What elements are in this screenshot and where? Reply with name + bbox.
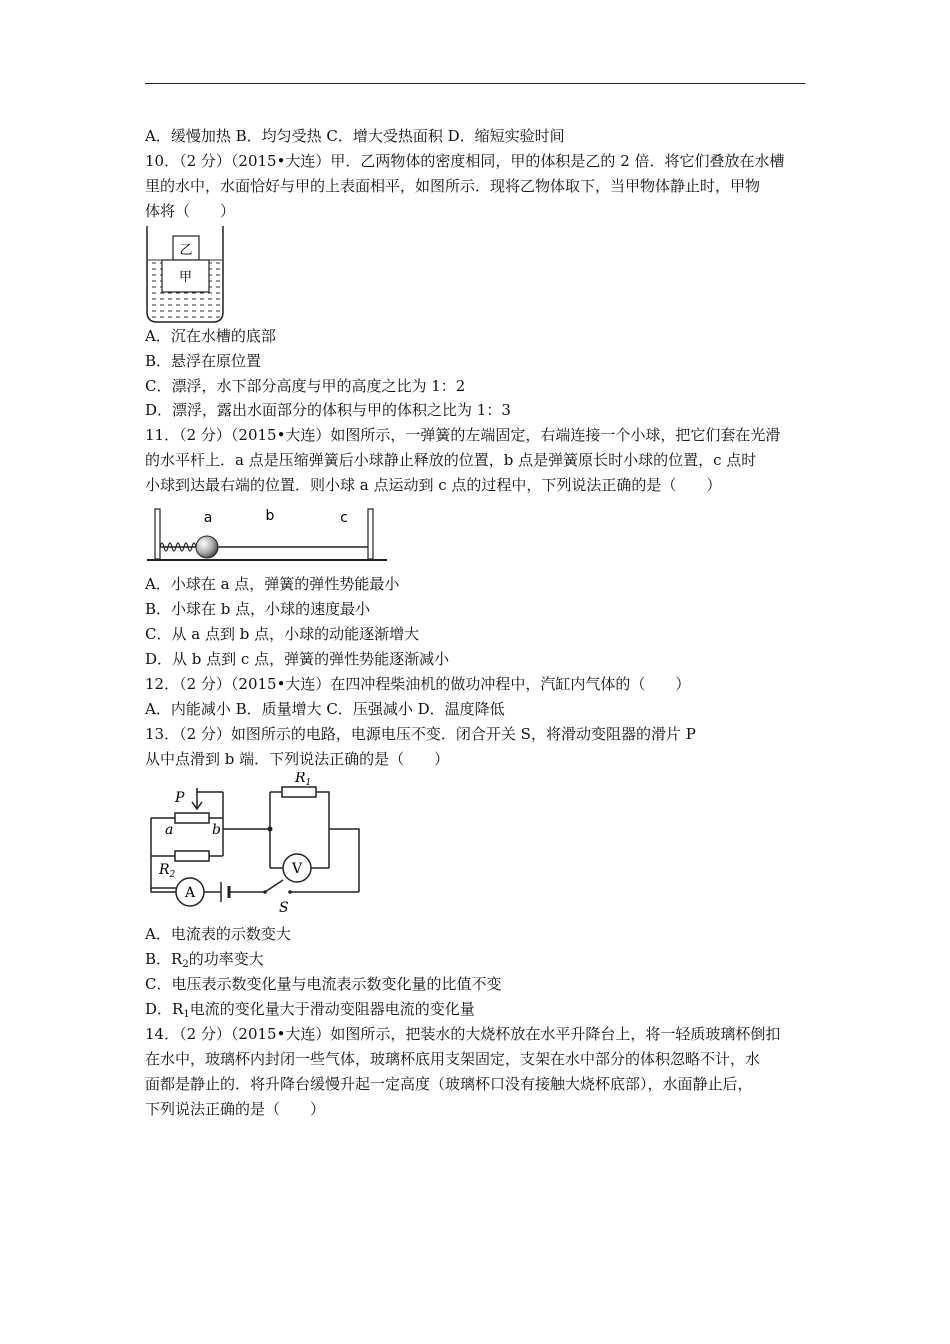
q10-option-a: A．沉在水槽的底部	[145, 327, 276, 345]
q11-spring-ball-figure	[145, 503, 390, 567]
q10-stem-line2: 里的水中，水面恰好与甲的上表面相平，如图所示．现将乙物体取下，当甲物体静止时，甲物	[145, 177, 761, 195]
q11-option-d: D．从 b 点到 c 点，弹簧的弹性势能逐渐减小	[145, 650, 450, 668]
q14-stem-line3: 面都是静止的．将升降台缓慢升起一定高度（玻璃杯口没有接触大烧杯底部），水面静止后，	[145, 1075, 753, 1093]
ammeter-label: A	[184, 885, 196, 901]
q14-stem-line4: 下列说法正确的是（ ）	[145, 1100, 326, 1118]
block-jia-label: 甲	[178, 270, 193, 285]
q13-option-c: C．电压表示数变化量与电流表示数变化量的比值不变	[145, 975, 502, 993]
voltmeter-label: V	[291, 861, 303, 877]
q14-stem-line2: 在水中，玻璃杯内封闭一些气体，玻璃杯底用支架固定，支架在水中部分的体积忽略不计，水	[145, 1050, 761, 1068]
label-b: b	[212, 822, 221, 838]
label-S: S	[279, 900, 289, 916]
q11-stem-line2: 的水平杆上．a 点是压缩弹簧后小球静止释放的位置，b 点是弹簧原长时小球的位置，c 点时	[145, 451, 757, 469]
q13-option-d: D．$R_1$电流的变化量大于滑动变阻器电流的变化量	[145, 1000, 475, 1020]
q13-option-b: B．$R_2$的功率变大	[145, 950, 264, 970]
q11-option-a: A．小球在 a 点，弹簧的弹性势能最小	[145, 575, 400, 593]
q13-option-a: A．电流表的示数变大	[145, 925, 291, 943]
q9-options: A．缓慢加热 B．均匀受热 C．增大受热面积 D．缩短实验时间	[145, 127, 565, 145]
label-R2: $R_2$	[159, 862, 176, 880]
block-yi-label: 乙	[179, 243, 193, 258]
q10-stem-line1: 10．（2 分）（2015•大连）甲．乙两物体的密度相同，甲的体积是乙的 2 倍．将它们叠放在水槽	[145, 152, 785, 170]
q13-stem-line1: 13．（2 分）如图所示的电路，电源电压不变．闭合开关 S，将滑动变阻器的滑片 P	[145, 725, 696, 743]
point-a-label: a	[203, 510, 213, 526]
q10-option-c: C．漂浮，水下部分高度与甲的高度之比为 1：2	[145, 377, 466, 395]
q11-stem-line3: 小球到达最右端的位置．则小球 a 点运动到 c 点的过程中，下列说法正确的是（ ）	[145, 476, 722, 494]
point-c-label: c	[340, 510, 348, 526]
q13-circuit-diagram	[145, 772, 370, 917]
q10-option-b: B．悬浮在原位置	[145, 352, 262, 370]
point-b-label: b	[265, 508, 275, 524]
q11-stem-line1: 11．（2 分）（2015•大连）如图所示，一弹簧的左端固定，右端连接一个小球，把它们套在光滑	[145, 426, 781, 444]
q12-stem: 12．（2 分）（2015•大连）在四冲程柴油机的做功冲程中，汽缸内气体的（ ）	[145, 675, 691, 693]
q12-options: A．内能减小 B．质量增大 C．压强减小 D．温度降低	[145, 700, 505, 718]
label-a: a	[165, 822, 174, 838]
header-rule	[145, 83, 805, 84]
q10-water-tank-figure	[143, 224, 227, 326]
q11-option-c: C．从 a 点到 b 点，小球的动能逐渐增大	[145, 625, 420, 643]
q13-stem-line2: 从中点滑到 b 端．下列说法正确的是（ ）	[145, 750, 450, 768]
q11-option-b: B．小球在 b 点，小球的速度最小	[145, 600, 371, 618]
ball	[196, 536, 218, 558]
q10-option-d: D．漂浮，露出水面部分的体积与甲的体积之比为 1：3	[145, 401, 511, 419]
label-R1: $R_1$	[295, 772, 312, 788]
q14-stem-line1: 14．（2 分）（2015•大连）如图所示，把装水的大烧杯放在水平升降台上，将一轻质玻璃杯倒扣	[145, 1025, 781, 1043]
label-P: P	[175, 790, 185, 806]
q10-stem-line3: 体将（ ）	[145, 202, 236, 220]
